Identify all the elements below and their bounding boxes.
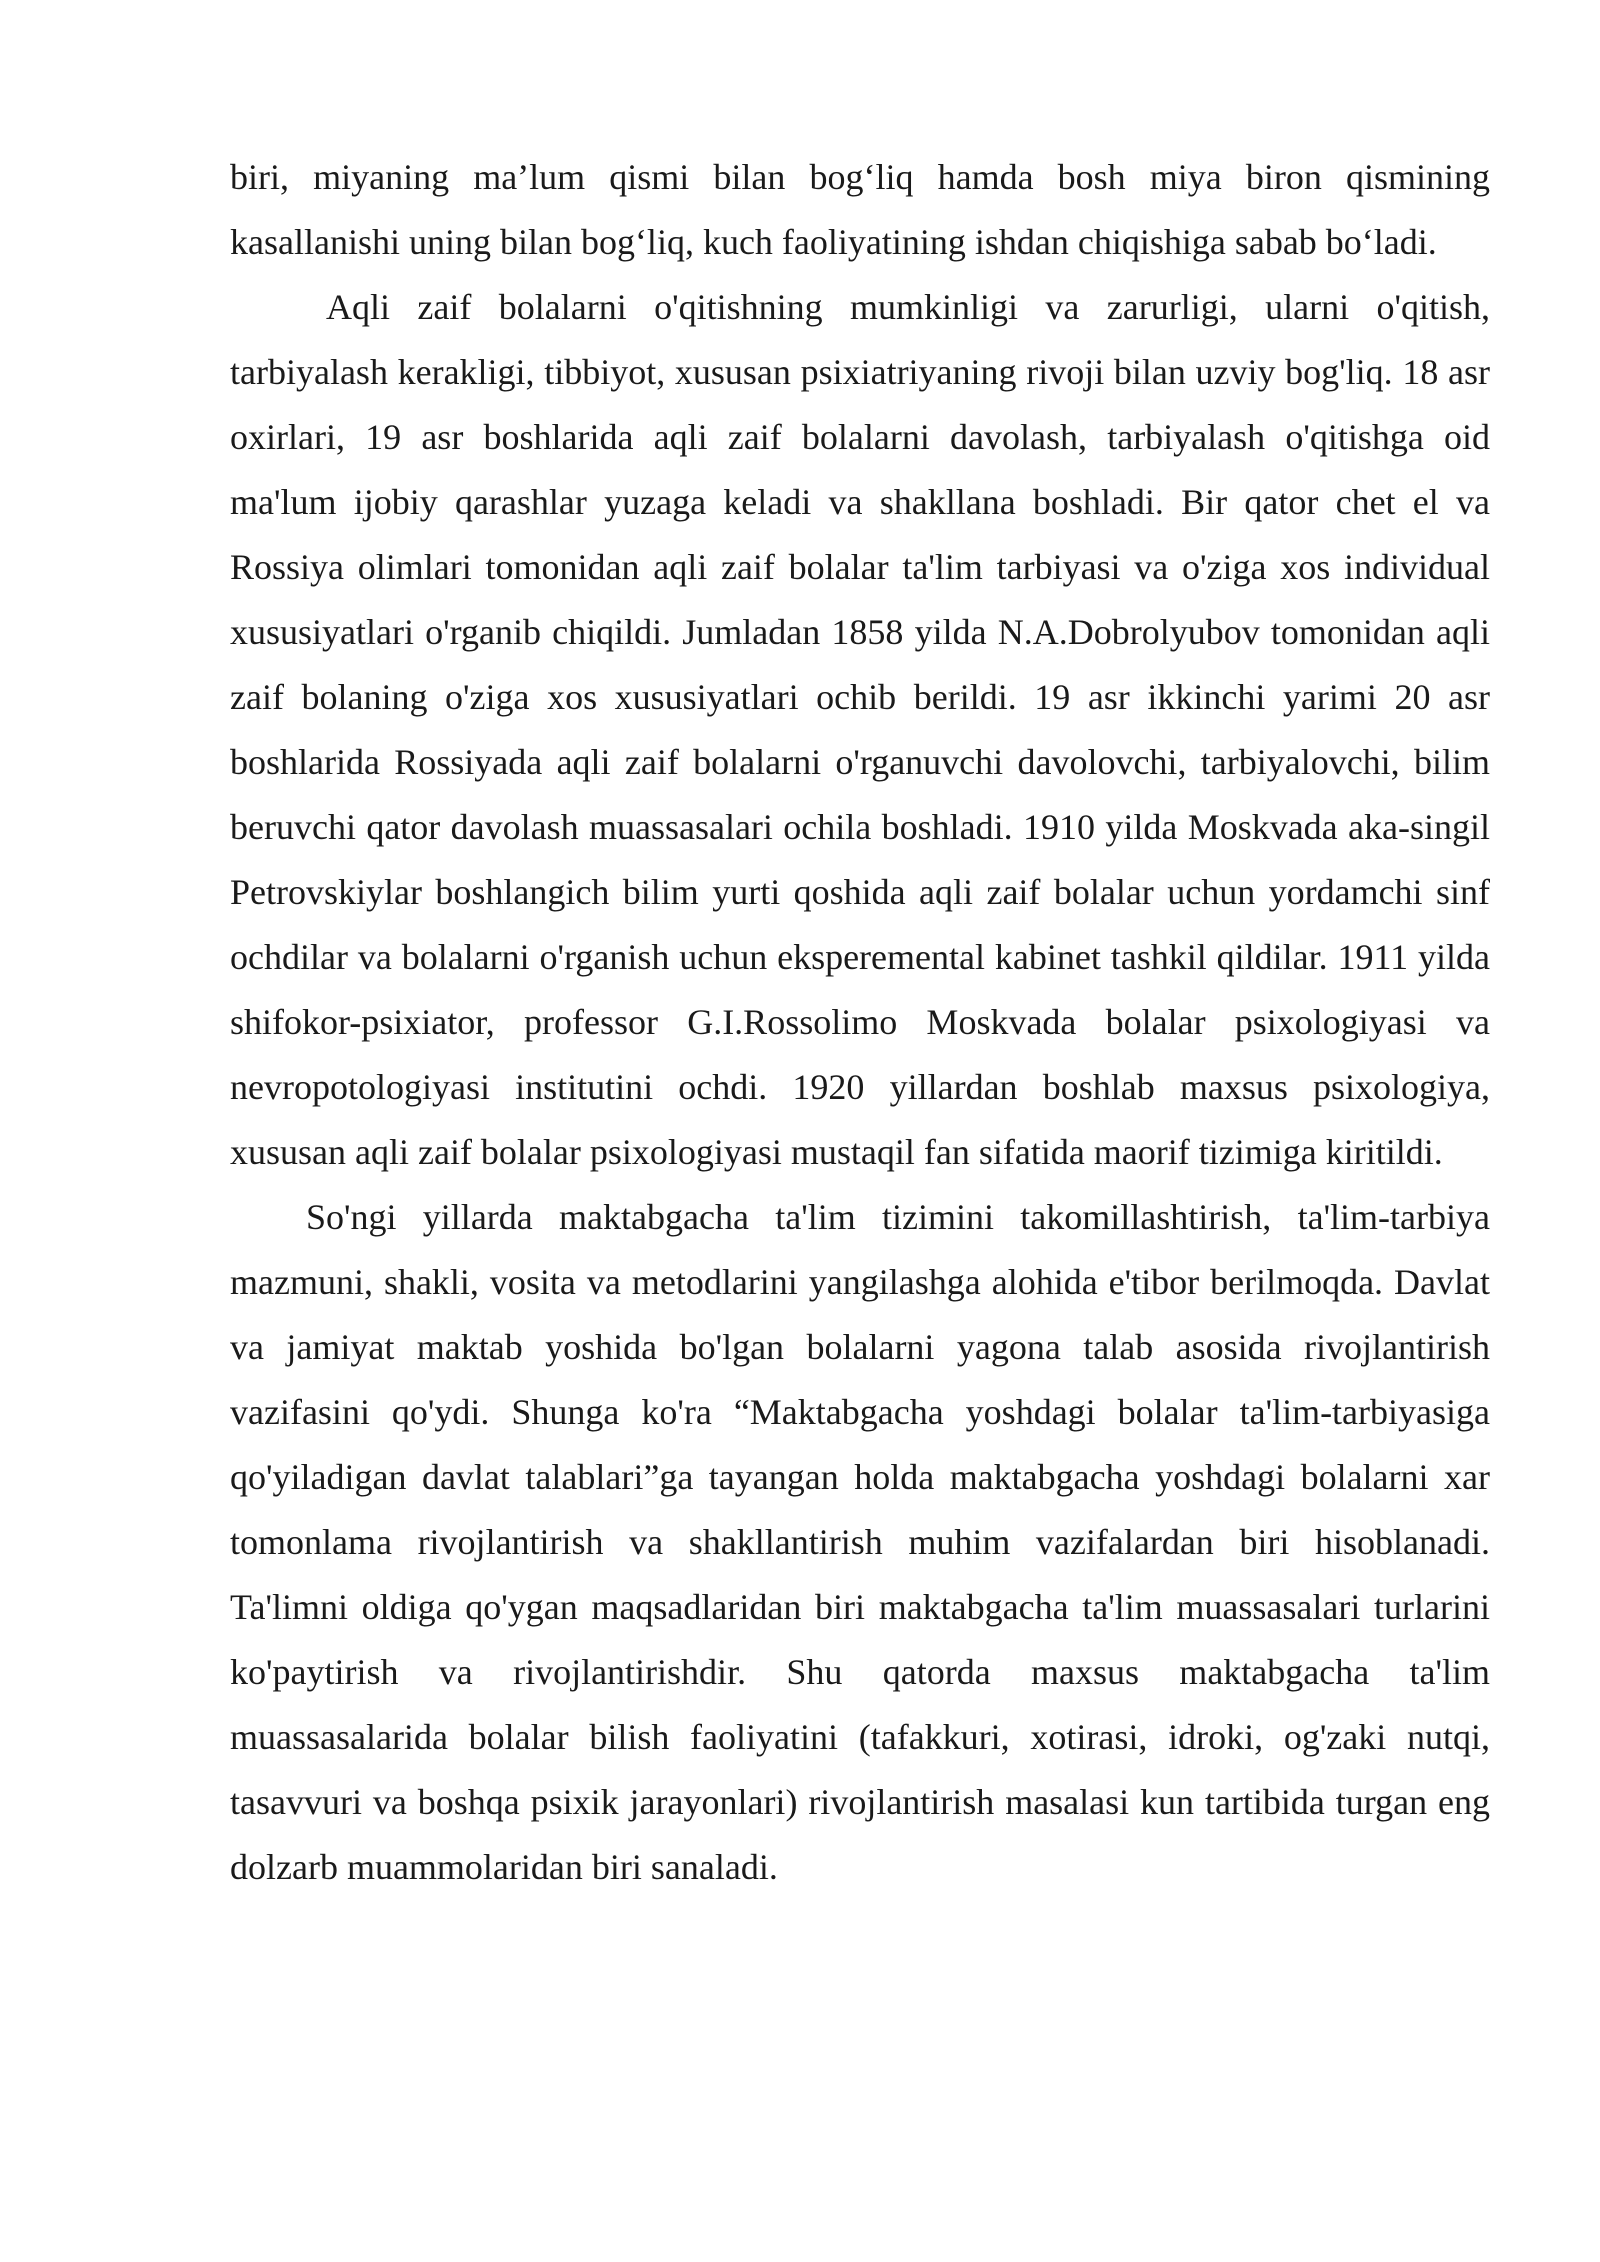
document-body bbox=[230, 145, 1490, 1900]
paragraph-2: Aqli zaif bolalarni o'qitishning mumkinligi va zarurligi, ularni o'qitish, tarbiyalash kerakligi, tibbiyot, xususan psixiatriyaning rivoji bilan uzviy bog'liq. 18 asr oxirlari, 19 asr boshlarida aqli zaif bolalarni davolash, tarbiyalash o'qitishga oid ma'lum ijobiy qarashlar yuzaga keladi va shakllana boshladi. Bir qator chet el va Rossiya olimlari tomonidan aqli zaif bolalar ta'lim tarbiyasi va o'ziga xos individual xususiyatlari o'rganib chiqildi. Jumladan 1858 yilda N.A.Dobrolyubov tomonidan aqli zaif bolaning o'ziga xos xususiyatlari ochib berildi. 19 asr ikkinchi yarimi 20 asr boshlarida Rossiyada aqli zaif bolalarni o'rganuvchi davolovchi, tarbiyalovchi, bilim beruvchi qator davolash muassasalari ochila boshladi. 1910 yilda Moskvada aka-singil Petrovskiylar boshlangich bilim yurti qoshida aqli zaif bolalar uchun yordamchi sinf ochdilar va bolalarni o'rganish uchun eksperemental kabinet tashkil qildilar. 1911 yilda shifokor-psixiator, professor G.I.Rossolimo Moskvada bolalar psixologiyasi va nevropotologiyasi institutini ochdi. 1920 yillardan boshlab maxsus psixologiya, xususan aqli zaif bolalar psixologiyasi mustaqil fan sifatida maorif tizimiga kiritildi. bbox=[230, 287, 1490, 1172]
paragraph-3: So'ngi yillarda maktabgacha ta'lim tizimini takomillashtirish, ta'lim-tarbiya mazmuni, shakli, vosita va metodlarini yangilashga alohida e'tibor berilmoqda. Davlat va jamiyat maktab yoshida bo'lgan bolalarni yagona talab asosida rivojlantirish vazifasini qo'ydi. Shunga ko'ra “Maktabgacha yoshdagi bolalar ta'lim-tarbiyasiga qo'yiladigan davlat talablari”ga tayangan holda maktabgacha yoshdagi bolalarni xar tomonlama rivojlantirish va shakllantirish muhim vazifalardan biri hisoblanadi. Ta'limni oldiga qo'ygan maqsadlaridan biri maktabgacha ta'lim muassasalari turlarini ko'paytirish va rivojlantirishdir. Shu qatorda maxsus maktabgacha ta'lim muassasalarida bolalar bilish faoliyatini (tafakkuri, xotirasi, idroki, og'zaki nutqi, tasavvuri va boshqa psixik jarayonlari) rivojlantirish masalasi kun tartibida turgan eng dolzarb muammolaridan biri sanaladi. bbox=[230, 1197, 1490, 1887]
paragraph-1: biri, miyaning ma’lum qismi bilan bog‘liq hamda bosh miya biron qismining kasallanishi uning bilan bog‘liq, kuch faoliyatining ishdan chiqishiga sabab bo‘ladi. bbox=[230, 157, 1490, 262]
